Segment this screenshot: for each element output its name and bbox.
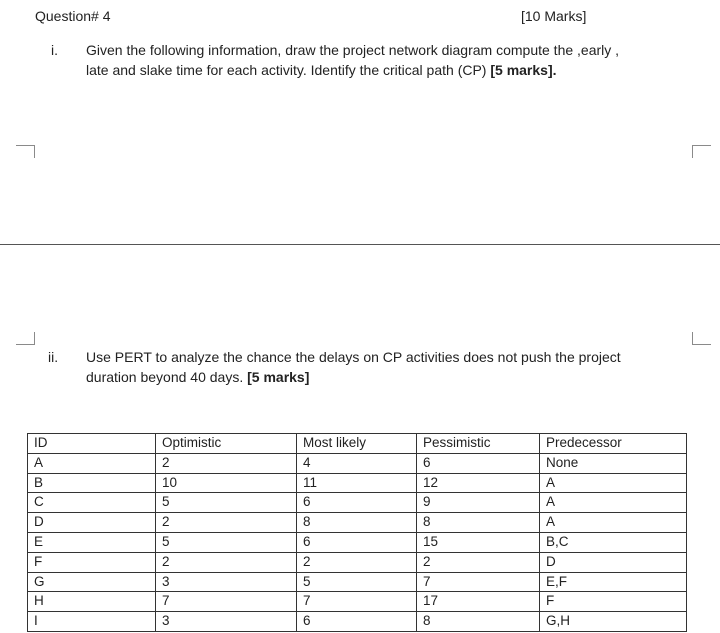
table-cell: H — [28, 592, 156, 612]
part-i-number: i. — [51, 42, 58, 58]
page-divider — [0, 244, 720, 245]
table-cell: 9 — [417, 493, 540, 513]
table-cell: None — [540, 453, 687, 473]
table-cell: Most likely — [297, 434, 417, 454]
part-i-text: late and slake time for each activity. Identify the critical path (CP) — [86, 62, 491, 78]
margin-corner-mark — [16, 332, 35, 345]
table-row — [28, 513, 687, 533]
table-cell: 2 — [297, 552, 417, 572]
table-row — [28, 453, 687, 473]
table-row — [28, 532, 687, 552]
table-cell: 5 — [156, 493, 297, 513]
part-ii-line1: Use PERT to analyze the chance the delays on CP activities does not push the project — [86, 349, 621, 365]
part-ii-number: ii. — [48, 349, 59, 365]
table-cell: A — [540, 513, 687, 533]
table-cell: E,F — [540, 572, 687, 592]
table-cell: 8 — [297, 513, 417, 533]
table-cell: 5 — [297, 572, 417, 592]
table-cell: 6 — [297, 493, 417, 513]
table-cell: F — [28, 552, 156, 572]
table-cell: F — [540, 592, 687, 612]
table-cell: 7 — [297, 592, 417, 612]
table-cell: G — [28, 572, 156, 592]
table-cell: Predecessor — [540, 434, 687, 454]
table-row — [28, 473, 687, 493]
table-cell: 6 — [297, 612, 417, 632]
part-ii-line2 — [86, 369, 309, 385]
table-cell: Optimistic — [156, 434, 297, 454]
pert-activity-table — [27, 433, 687, 632]
part-i-line2 — [86, 62, 557, 78]
margin-corner-mark — [692, 332, 711, 345]
table-cell: G,H — [540, 612, 687, 632]
part-i-marks: [5 marks]. — [490, 62, 557, 78]
margin-corner-mark — [692, 145, 711, 158]
table-cell: D — [540, 552, 687, 572]
table-row — [28, 592, 687, 612]
table-cell: Pessimistic — [417, 434, 540, 454]
table-cell: B — [28, 473, 156, 493]
total-marks: [10 Marks] — [521, 8, 587, 24]
table-cell: 3 — [156, 612, 297, 632]
part-ii-text: duration beyond 40 days. — [86, 369, 248, 385]
question-title: Question# 4 — [35, 8, 111, 24]
table-cell: 2 — [417, 552, 540, 572]
table-cell: 6 — [297, 532, 417, 552]
table-cell: 3 — [156, 572, 297, 592]
margin-corner-mark — [16, 145, 35, 158]
table-cell: 6 — [417, 453, 540, 473]
part-ii-marks: [5 marks] — [247, 369, 310, 385]
table-cell: 7 — [417, 572, 540, 592]
table-cell: A — [540, 493, 687, 513]
table-row — [28, 572, 687, 592]
table-cell: E — [28, 532, 156, 552]
table-cell: A — [28, 453, 156, 473]
part-i-line1: Given the following information, draw the project network diagram compute the ,early , — [86, 42, 620, 58]
table-cell: C — [28, 493, 156, 513]
table-row — [28, 612, 687, 632]
table-cell: 7 — [156, 592, 297, 612]
table-row — [28, 552, 687, 572]
table-row — [28, 493, 687, 513]
table-cell: 2 — [156, 513, 297, 533]
table-cell: 2 — [156, 453, 297, 473]
table-cell: 8 — [417, 612, 540, 632]
table-cell: 8 — [417, 513, 540, 533]
table-cell: 12 — [417, 473, 540, 493]
table-cell: 11 — [297, 473, 417, 493]
table-cell: 2 — [156, 552, 297, 572]
table-cell: D — [28, 513, 156, 533]
table-cell: A — [540, 473, 687, 493]
table-cell: 17 — [417, 592, 540, 612]
table-cell: 15 — [417, 532, 540, 552]
table-cell: 5 — [156, 532, 297, 552]
table-cell: ID — [28, 434, 156, 454]
table-cell: B,C — [540, 532, 687, 552]
table-cell: 10 — [156, 473, 297, 493]
table-cell: 4 — [297, 453, 417, 473]
table-cell: I — [28, 612, 156, 632]
table-header-row — [28, 434, 687, 454]
